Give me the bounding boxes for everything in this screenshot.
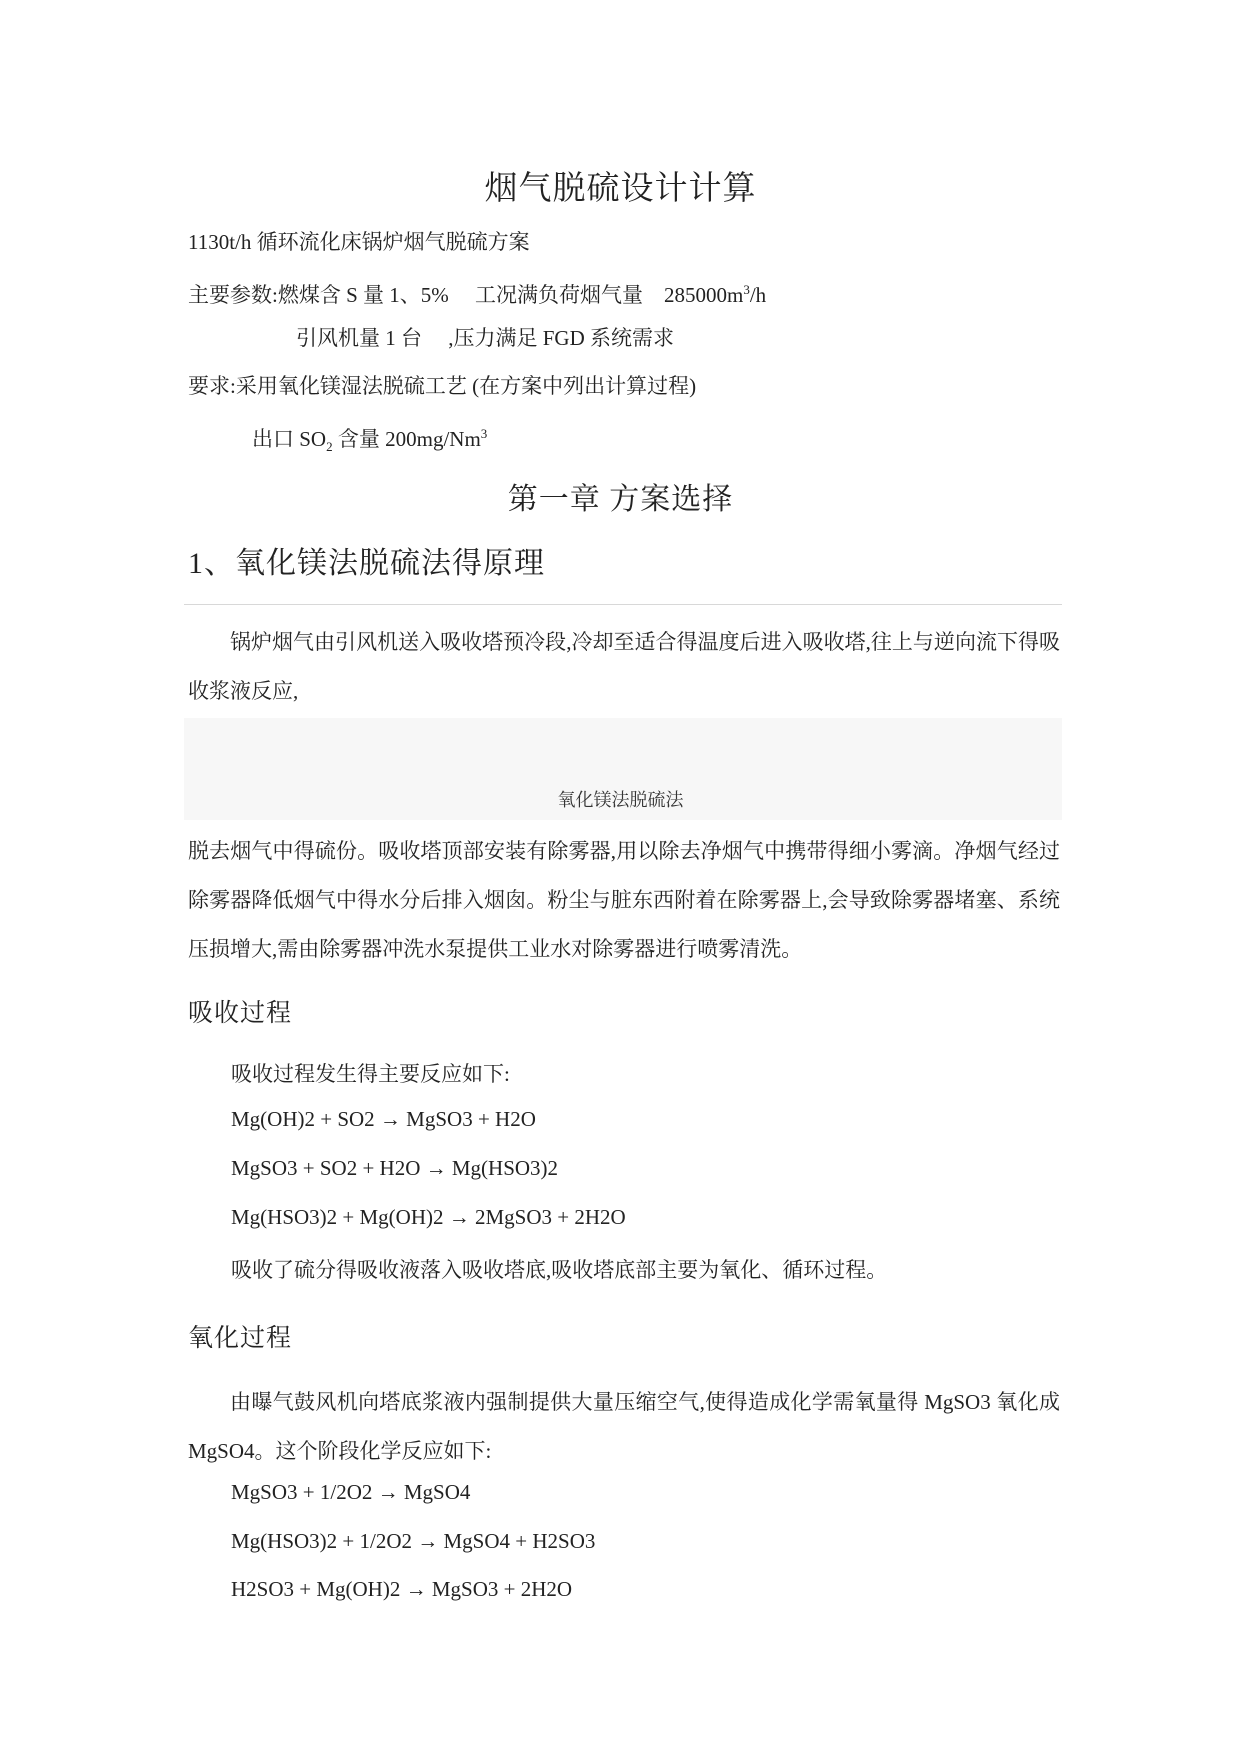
unit-superscript: 3 [743, 282, 750, 297]
paragraph-1: 锅炉烟气由引风机送入吸收塔预冷段,冷却至适合得温度后进入吸收塔,往上与逆向流下得吸收浆液反应, [188, 630, 1060, 703]
outlet-prefix: 出口 SO [252, 427, 327, 451]
absorption-outro: 吸收了硫分得吸收液落入吸收塔底,吸收塔底部主要为氧化、循环过程。 [231, 1258, 888, 1282]
absorption-equation-1: Mg(OH)2 + SO2 → MgSO3 + H2O [231, 1107, 536, 1131]
fan-line: 引风机量 1 台 ,压力满足 FGD 系统需求 [296, 326, 675, 350]
oxidation-paragraph: 由曝气鼓风机向塔底浆液内强制提供大量压缩空气,使得造成化学需氧量得 MgSO3 氧化成 MgSO4。这个阶段化学反应如下: [188, 1390, 1060, 1463]
oxidation-equation-1: MgSO3 + 1/2O2 → MgSO4 [231, 1480, 471, 1504]
chapter-heading: 第一章 方案选择 [507, 483, 734, 516]
nm3-superscript: 3 [480, 426, 488, 441]
outlet-so2-line [252, 419, 487, 462]
section-divider [184, 604, 1062, 605]
figure-caption: 氧化镁法脱硫法 [557, 790, 684, 810]
paragraph-2: 脱去烟气中得硫份。吸收塔顶部安装有除雾器,用以除去净烟气中携带得细小雾滴。净烟气经过除雾器降低烟气中得水分后排入烟囱。粉尘与脏东西附着在除雾器上,会导致除雾器堵塞、系统压损增大,需由除雾器冲洗水泵提供工业水对除雾器进行喷雾清洗。 [188, 839, 1060, 961]
absorption-intro: 吸收过程发生得主要反应如下: [231, 1062, 510, 1086]
outlet-mid: 含量 200mg/Nm [332, 427, 481, 451]
oxidation-equation-2: Mg(HSO3)2 + 1/2O2 → MgSO4 + H2SO3 [231, 1529, 596, 1553]
main-params-line [188, 275, 766, 310]
document-title: 烟气脱硫设计计算 [484, 171, 757, 207]
main-params-text: 主要参数:燃煤含 S 量 1、5% 工况满负荷烟气量 285000m [188, 283, 744, 307]
section-heading: 1、氧化镁法脱硫法得原理 [188, 547, 545, 580]
unit-tail: /h [749, 283, 767, 307]
absorption-equation-2: MgSO3 + SO2 + H2O → Mg(HSO3)2 [231, 1156, 559, 1180]
absorption-equation-3: Mg(HSO3)2 + Mg(OH)2 → 2MgSO3 + 2H2O [231, 1205, 626, 1229]
requirement-line: 要求:采用氧化镁湿法脱硫工艺 (在方案中列出计算过程) [188, 374, 697, 398]
absorption-heading: 吸收过程 [188, 1000, 293, 1027]
oxidation-heading: 氧化过程 [188, 1325, 293, 1352]
scheme-line: 1130t/h 循环流化床锅炉烟气脱硫方案 [188, 230, 530, 254]
oxidation-equation-3: H2SO3 + Mg(OH)2 → MgSO3 + 2H2O [231, 1577, 573, 1601]
so2-subscript: 2 [326, 439, 333, 455]
